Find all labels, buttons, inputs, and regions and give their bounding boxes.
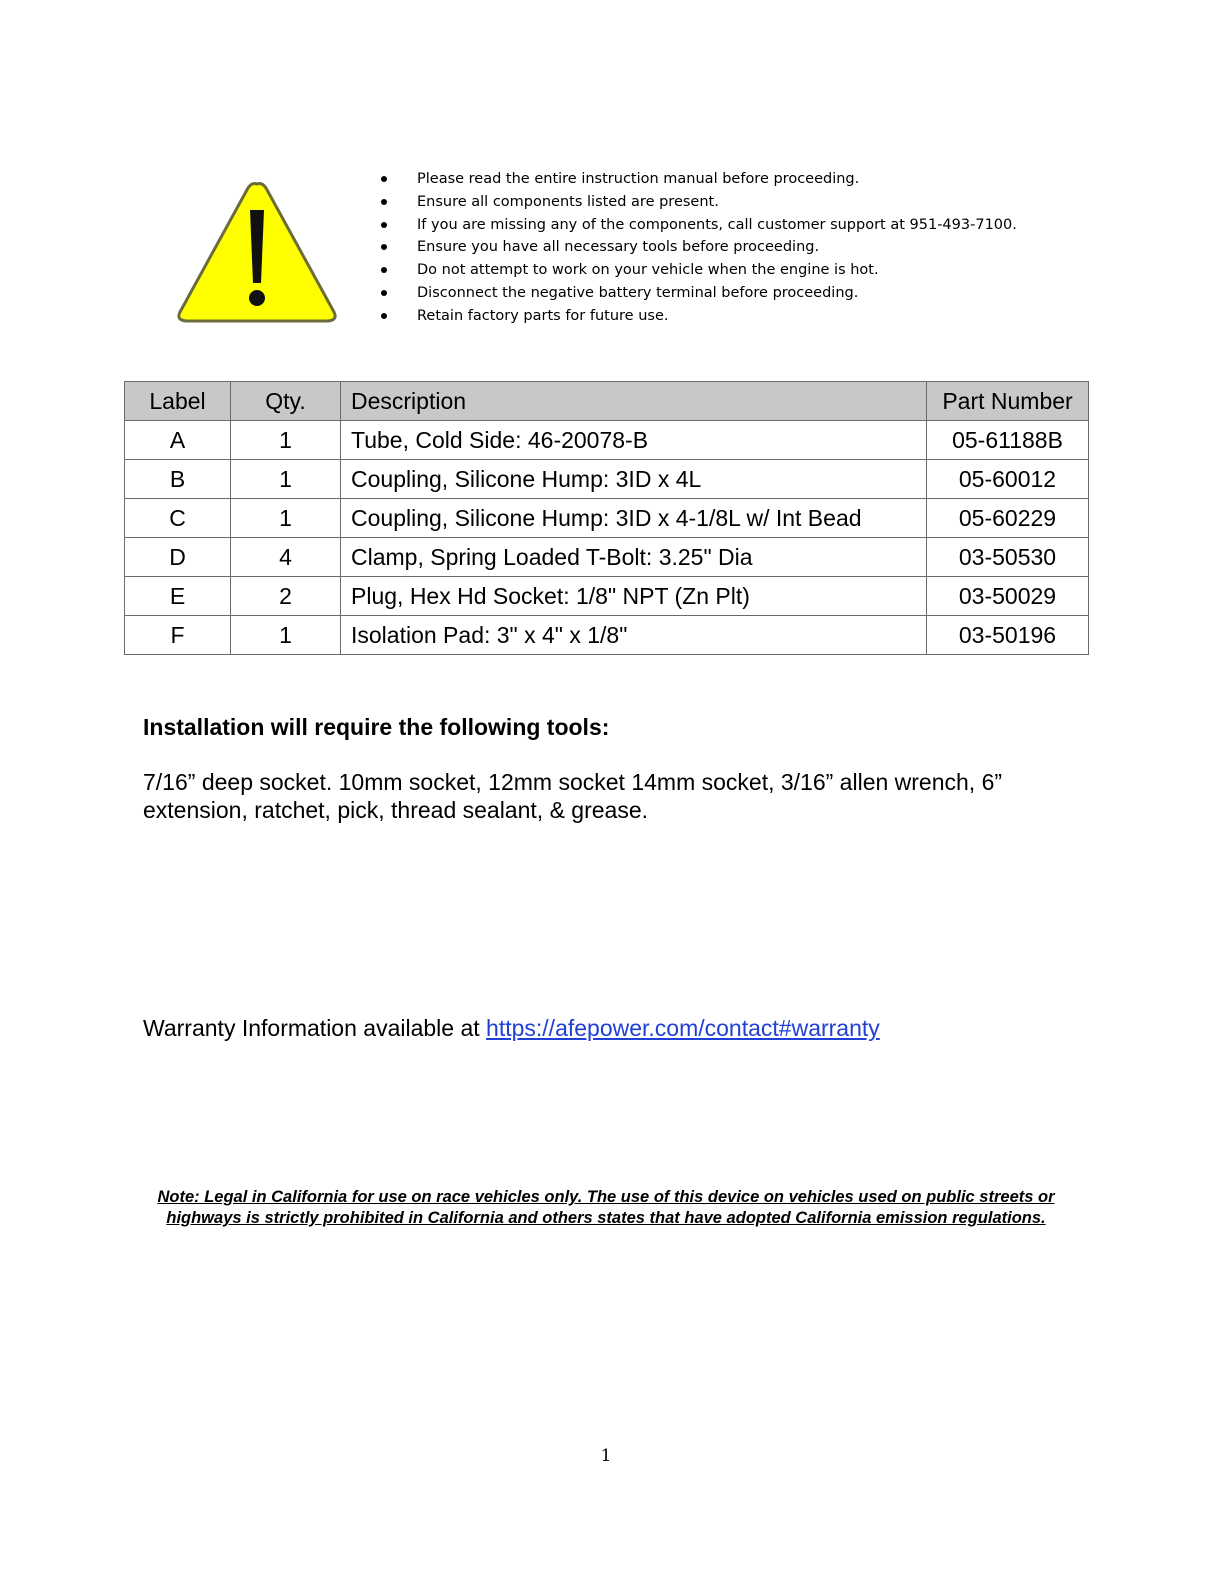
cell-description: Clamp, Spring Loaded T-Bolt: 3.25" Dia (341, 538, 927, 577)
warning-item: Retain factory parts for future use. (378, 305, 1017, 328)
warranty-link[interactable]: https://afepower.com/contact#warranty (486, 1015, 880, 1041)
cell-qty: 2 (231, 577, 341, 616)
warranty-text: Warranty Information available at (143, 1015, 480, 1041)
table-row (125, 577, 1089, 616)
warning-item: Do not attempt to work on your vehicle when the engine is hot. (378, 259, 1017, 282)
cell-description: Plug, Hex Hd Socket: 1/8" NPT (Zn Plt) (341, 577, 927, 616)
cell-label: E (125, 577, 231, 616)
warning-item: Ensure you have all necessary tools before proceeding. (378, 236, 1017, 259)
warning-item: Ensure all components listed are present. (378, 191, 1017, 214)
cell-description: Tube, Cold Side: 46-20078-B (341, 421, 927, 460)
table-row (125, 538, 1089, 577)
warning-triangle-icon (172, 178, 342, 328)
cell-description: Isolation Pad: 3" x 4" x 1/8" (341, 616, 927, 655)
column-header-qty: Qty. (231, 382, 341, 421)
tools-list-text: 7/16” deep socket. 10mm socket, 12mm socket 14mm socket, 3/16” allen wrench, 6” extension, ratchet, pick, thread sealant, & grease. (143, 769, 1003, 823)
cell-label: B (125, 460, 231, 499)
parts-table (124, 381, 1089, 655)
cell-part-number: 03-50196 (927, 616, 1089, 655)
cell-qty: 1 (231, 421, 341, 460)
column-header-description: Description (341, 382, 927, 421)
table-row (125, 616, 1089, 655)
cell-description: Coupling, Silicone Hump: 3ID x 4-1/8L w/ Int Bead (341, 499, 927, 538)
warranty-info (143, 1015, 880, 1042)
cell-part-number: 05-60012 (927, 460, 1089, 499)
cell-part-number: 05-60229 (927, 499, 1089, 538)
cell-part-number: 03-50029 (927, 577, 1089, 616)
safety-warnings-list (378, 168, 1017, 328)
warning-item: Please read the entire instruction manual before proceeding. (378, 168, 1017, 191)
warning-item: If you are missing any of the components, call customer support at 951-493-7100. (378, 214, 1017, 237)
cell-part-number: 05-61188B (927, 421, 1089, 460)
cell-label: D (125, 538, 231, 577)
cell-label: C (125, 499, 231, 538)
cell-qty: 1 (231, 460, 341, 499)
cell-label: A (125, 421, 231, 460)
cell-qty: 4 (231, 538, 341, 577)
column-header-part-number: Part Number (927, 382, 1089, 421)
cell-part-number: 03-50530 (927, 538, 1089, 577)
cell-label: F (125, 616, 231, 655)
legal-note: Note: Legal in California for use on race vehicles only. The use of this device on vehicles used on public streets or highways is strictly prohibited in California and others states that have adopted California emission regulations. (157, 1188, 1055, 1227)
warning-item: Disconnect the negative battery terminal before proceeding. (378, 282, 1017, 305)
table-row (125, 499, 1089, 538)
cell-qty: 1 (231, 499, 341, 538)
cell-qty: 1 (231, 616, 341, 655)
tools-heading: Installation will require the following tools: (143, 714, 610, 740)
column-header-label: Label (125, 382, 231, 421)
table-row (125, 421, 1089, 460)
page-number: 1 (600, 1446, 612, 1466)
table-header-row (125, 382, 1089, 421)
cell-description: Coupling, Silicone Hump: 3ID x 4L (341, 460, 927, 499)
table-row (125, 460, 1089, 499)
